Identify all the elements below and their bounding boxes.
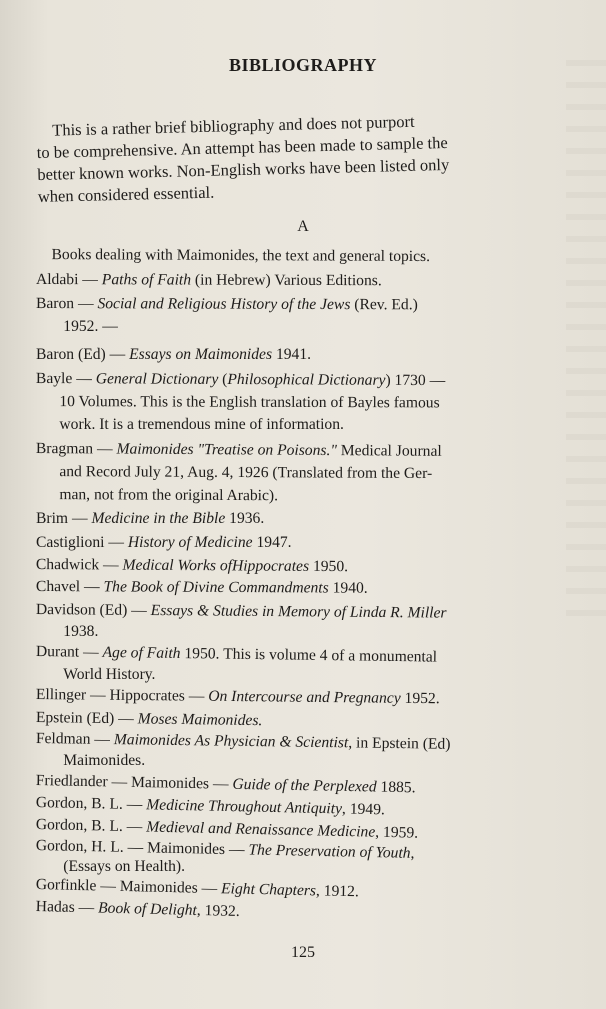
bibliography-entry: Hadas — Book of Delight, 1932. xyxy=(35,898,240,920)
bibliography-entry: 1938. xyxy=(36,623,99,640)
bibliography-entry: Feldman — Maimonides As Physician & Scientist, in Epstein (Ed) xyxy=(35,730,451,753)
bibliography-entry: Davidson (Ed) — Essays & Studies in Memory of Linda R. Miller xyxy=(35,601,447,622)
intro-line: better known works. Non-English works have been listed only xyxy=(37,154,450,184)
bibliography-entry: (Essays on Health). xyxy=(36,858,185,875)
bibliography-entry: Baron (Ed) — Essays on Maimonides 1941. xyxy=(36,346,312,363)
bibliography-entry: Brim — Medicine in the Bible 1936. xyxy=(36,510,265,527)
bibliography-entry: Aldabi — Paths of Faith (in Hebrew) Various Editions. xyxy=(35,271,382,290)
bibliography-entry: Friedlander — Maimonides — Guide of the Perplexed 1885. xyxy=(35,772,416,797)
intro-line: This is a rather brief bibliography and does not purport xyxy=(52,111,415,140)
bibliography-entry: Gordon, H. L. — Maimonides — The Preservation of Youth, xyxy=(35,837,415,862)
intro-paragraph xyxy=(36,107,578,208)
bibliography-entry: Books dealing with Maimonides, the text and general topics. xyxy=(35,246,431,266)
bibliography-entry: Gordon, B. L. — Medieval and Renaissance Medicine, 1959. xyxy=(35,816,419,842)
bibliography-entry: Durant — Age of Faith 1950. This is volume 4 of a monumental xyxy=(35,643,438,666)
bibliography-entry: man, not from the original Arabic). xyxy=(35,486,279,505)
bibliography-entry: World History. xyxy=(36,666,156,683)
bibliography-entry: 1952. — xyxy=(36,318,118,335)
bibliography-entry: Epstein (Ed) — Moses Maimonides. xyxy=(35,709,263,730)
bibliography-entry: Gorfinkle — Maimonides — Eight Chapters, 1912. xyxy=(35,876,360,901)
bibliography-entry: 10 Volumes. This is the English translation of Bayles famous xyxy=(35,393,440,412)
bibliography-entry: Chadwick — Medical Works ofHippocrates 1950. xyxy=(35,556,349,576)
bibliography-entry: Castiglioni — History of Medicine 1947. xyxy=(36,534,292,551)
section-heading: A xyxy=(297,218,309,235)
intro-line: to be comprehensive. An attempt has been made to sample the xyxy=(36,132,448,162)
bibliography-entry: and Record July 21, Aug. 4, 1926 (Translated from the Ger- xyxy=(35,463,433,483)
bibliography-entry: Ellinger — Hippocrates — On Intercourse and Pregnancy 1952. xyxy=(35,686,440,708)
bibliography-entry: Bayle — General Dictionary (Philosophical Dictionary) 1730 — xyxy=(35,370,446,390)
bibliography-entry: work. It is a tremendous mine of information. xyxy=(36,416,344,433)
bibliography-entry: Gordon, B. L. — Medicine Throughout Antiquity, 1949. xyxy=(35,794,386,819)
bibliography-entry: Baron — Social and Religious History of the Jews (Rev. Ed.) xyxy=(35,295,418,314)
bibliography-entry: Chavel — The Book of Divine Commandments 1940. xyxy=(35,578,368,597)
bibliography-entry: Maimonides. xyxy=(36,752,146,769)
intro-line: when considered essential. xyxy=(37,182,215,206)
page-number: 125 xyxy=(291,944,315,961)
page-title: BIBLIOGRAPHY xyxy=(228,55,378,75)
bibliography-entry: Bragman — Maimonides "Treatise on Poisons." Medical Journal xyxy=(35,440,442,460)
